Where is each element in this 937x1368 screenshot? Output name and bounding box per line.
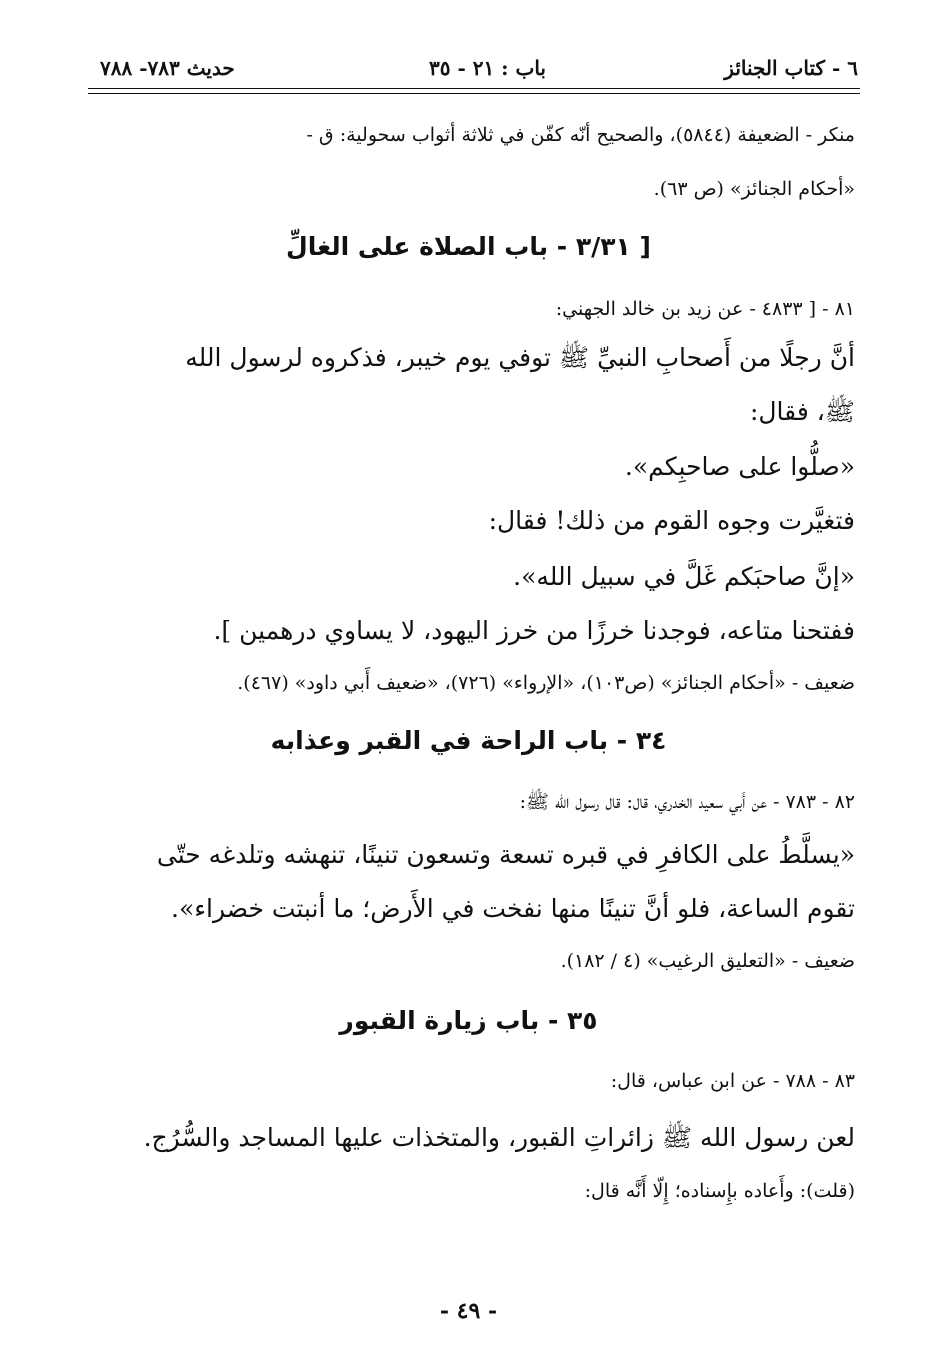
hadith-text-line: «يسلَّطُ على الكافرِ في قبره تسعة وتسعون تنينًا، تنهشه وتلدغه حتّى <box>156 840 855 869</box>
hadith-text-line: «إنَّ صاحبَكم غَلَّ في سبيل الله». <box>513 562 855 591</box>
hadith-text-line: لعن رسول الله ﷺ زائراتِ القبور، والمتخذات عليها المساجد والسُّرُج. <box>143 1123 855 1152</box>
hadith-number-line: ٨٢ - ٧٨٣ - عن أَبي سعيد الخدري، قال: قال رسول الله ﷺ: <box>519 791 855 813</box>
footnote-line: منكر - الضعيفة (٥٨٤٤)، والصحيح أنّه كفّن في ثلاثة أثواب سحولية: ق - <box>306 124 855 146</box>
footnote-line: «أحكام الجنائز» (ص ٦٣). <box>653 178 855 200</box>
running-header <box>92 52 858 90</box>
hadith-number-line: ٨١ - [ ٤٨٣٣ - عن زيد بن خالد الجهني: <box>555 298 855 320</box>
grading-line: ضعيف - «أحكام الجنائز» (ص١٠٣)، «الإرواء» (٧٢٦)، «ضعيف أَبي داود» (٤٦٧). <box>237 672 855 694</box>
grading-line: ضعيف - «التعليق الرغيب» (٤ / ١٨٢). <box>560 950 855 972</box>
header-bab-range: باب : ٢١ - ٣٥ <box>429 56 546 80</box>
chapter-heading: ٣٥ - باب زيارة القبور <box>339 1006 598 1035</box>
hadith-text-line: ﷺ، فقال: <box>749 397 855 426</box>
header-rule-bottom <box>88 93 860 94</box>
header-hadith-range: حديث ٧٨٣- ٧٨٨ <box>100 56 235 80</box>
hadith-text-line: فتغيَّرت وجوه القوم من ذلك! فقال: <box>488 506 855 535</box>
chapter-heading: [ ٣/٣١ - باب الصلاة على الغالِّ <box>286 232 651 261</box>
hadith-text-line: ففتحنا متاعه، فوجدنا خرزًا من خرز اليهود، لا يساوي درهمين ]. <box>213 616 855 645</box>
hadith-text-line: تقوم الساعة، فلو أنَّ تنينًا منها نفخت في الأَرض؛ ما أنبتت خضراء». <box>171 894 855 923</box>
page-number: - ٤٩ - <box>439 1298 498 1324</box>
hadith-text-line: «صلُّوا على صاحبِكم». <box>624 452 855 481</box>
chapter-heading: ٣٤ - باب الراحة في القبر وعذابه <box>270 726 667 755</box>
hadith-number-line: ٨٣ - ٧٨٨ - عن ابن عباس، قال: <box>610 1070 855 1092</box>
hadith-text-line: أنَّ رجلًا من أَصحابِ النبيِّ ﷺ توفي يوم خيبر، فذكروه لرسول الله <box>185 343 855 372</box>
header-rule-top <box>88 88 860 89</box>
header-book-title: ٦ - كتاب الجنائز <box>724 56 858 80</box>
commentary-line: (قلت): وأَعاده بإِسناده؛ إِلّا أَنَّه قال: <box>584 1180 855 1202</box>
